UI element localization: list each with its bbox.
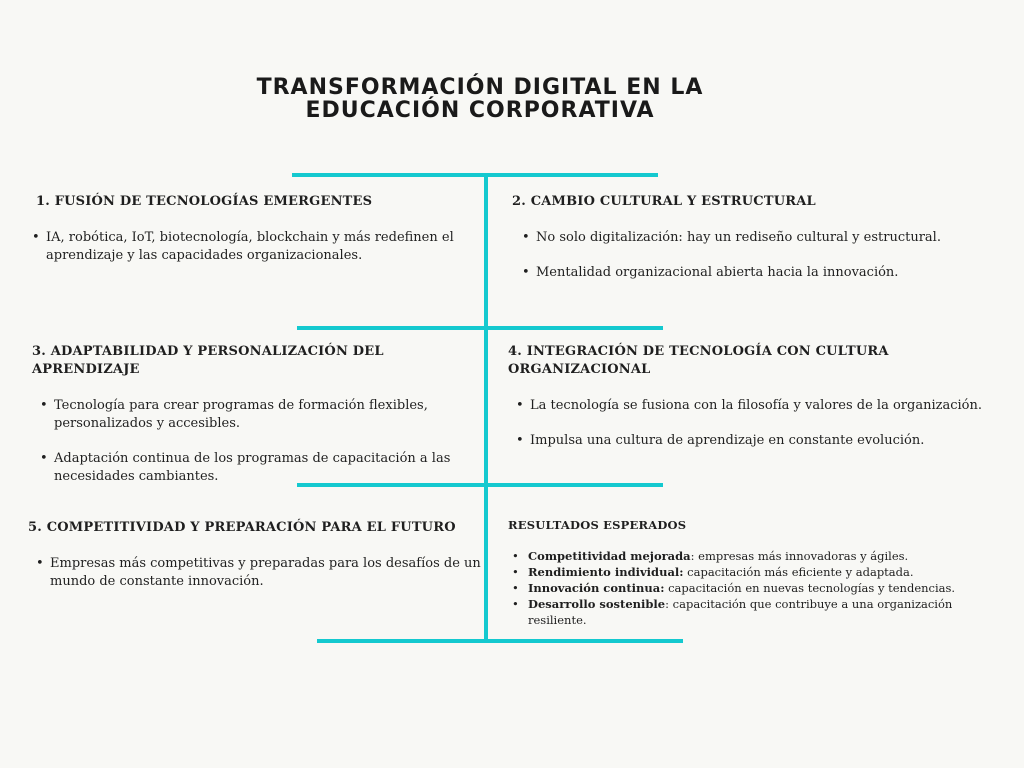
- result-text: capacitación en nuevas tecnologías y tendencias.: [664, 581, 956, 595]
- title-line-2: EDUCACIÓN CORPORATIVA: [305, 98, 655, 123]
- list-item: [508, 548, 978, 564]
- list-item: • Mentalidad organizacional abierta hacia la innovación.: [516, 264, 992, 282]
- section-1-list: [26, 229, 476, 265]
- list-item: • Empresas más competitivas y preparadas para los desafíos de un mundo de constante innovación.: [30, 555, 484, 591]
- results-section: [508, 518, 978, 628]
- result-label: Competitividad mejorada: [528, 549, 691, 563]
- section-5-heading: 5. COMPETITIVIDAD Y PREPARACIÓN PARA EL FUTURO: [28, 520, 456, 535]
- section-2: [512, 193, 992, 282]
- result-text: capacitación más eficiente y adaptada.: [683, 565, 914, 579]
- list-item: [508, 564, 978, 580]
- result-text: : empresas más innovadoras y ágiles.: [690, 549, 909, 563]
- result-label: Rendimiento individual:: [528, 565, 684, 579]
- list-item: • La tecnología se fusiona con la filosofía y valores de la organización.: [510, 397, 1008, 415]
- result-label: Innovación continua:: [528, 581, 665, 595]
- result-text: : capacitación que contribuye a una organización resiliente.: [528, 597, 953, 627]
- section-1-heading: 1. FUSIÓN DE TECNOLOGÍAS EMERGENTES: [36, 194, 373, 209]
- list-item: • Adaptación continua de los programas de capacitación a las necesidades cambiantes.: [34, 450, 452, 486]
- result-label: Desarrollo sostenible: [528, 597, 666, 611]
- section-4: [508, 343, 1008, 450]
- section-4-list: [510, 397, 1008, 450]
- list-item: [508, 596, 978, 628]
- list-item: [508, 580, 978, 596]
- section-1: [36, 193, 476, 265]
- divider-top: [292, 173, 658, 177]
- section-5: [28, 519, 484, 591]
- list-item: • Tecnología para crear programas de formación flexibles, personalizados y accesibles.: [34, 397, 452, 433]
- center-vertical-line: [484, 175, 488, 641]
- section-3-heading: 3. ADAPTABILIDAD Y PERSONALIZACIÓN DEL APRENDIZAJE: [32, 344, 384, 377]
- list-item: • Impulsa una cultura de aprendizaje en constante evolución.: [510, 432, 1008, 450]
- page-title: [200, 76, 760, 122]
- section-4-heading: 4. INTEGRACIÓN DE TECNOLOGÍA CON CULTURA ORGANIZACIONAL: [508, 344, 889, 377]
- divider-bottom: [317, 639, 683, 643]
- divider-middle-1: [297, 326, 663, 330]
- list-item: • No solo digitalización: hay un rediseño cultural y estructural.: [516, 229, 992, 247]
- results-list: [508, 548, 978, 628]
- title-line-1: TRANSFORMACIÓN DIGITAL EN LA: [256, 75, 704, 100]
- section-3-list: [34, 397, 452, 486]
- section-3: [32, 343, 452, 486]
- list-item: • IA, robótica, IoT, biotecnología, blockchain y más redefinen el aprendizaje y las capacidades organizacionales.: [26, 229, 476, 265]
- results-heading: RESULTADOS ESPERADOS: [508, 518, 687, 532]
- section-2-heading: 2. CAMBIO CULTURAL Y ESTRUCTURAL: [512, 194, 816, 209]
- section-2-list: [516, 229, 992, 282]
- section-5-list: [30, 555, 484, 591]
